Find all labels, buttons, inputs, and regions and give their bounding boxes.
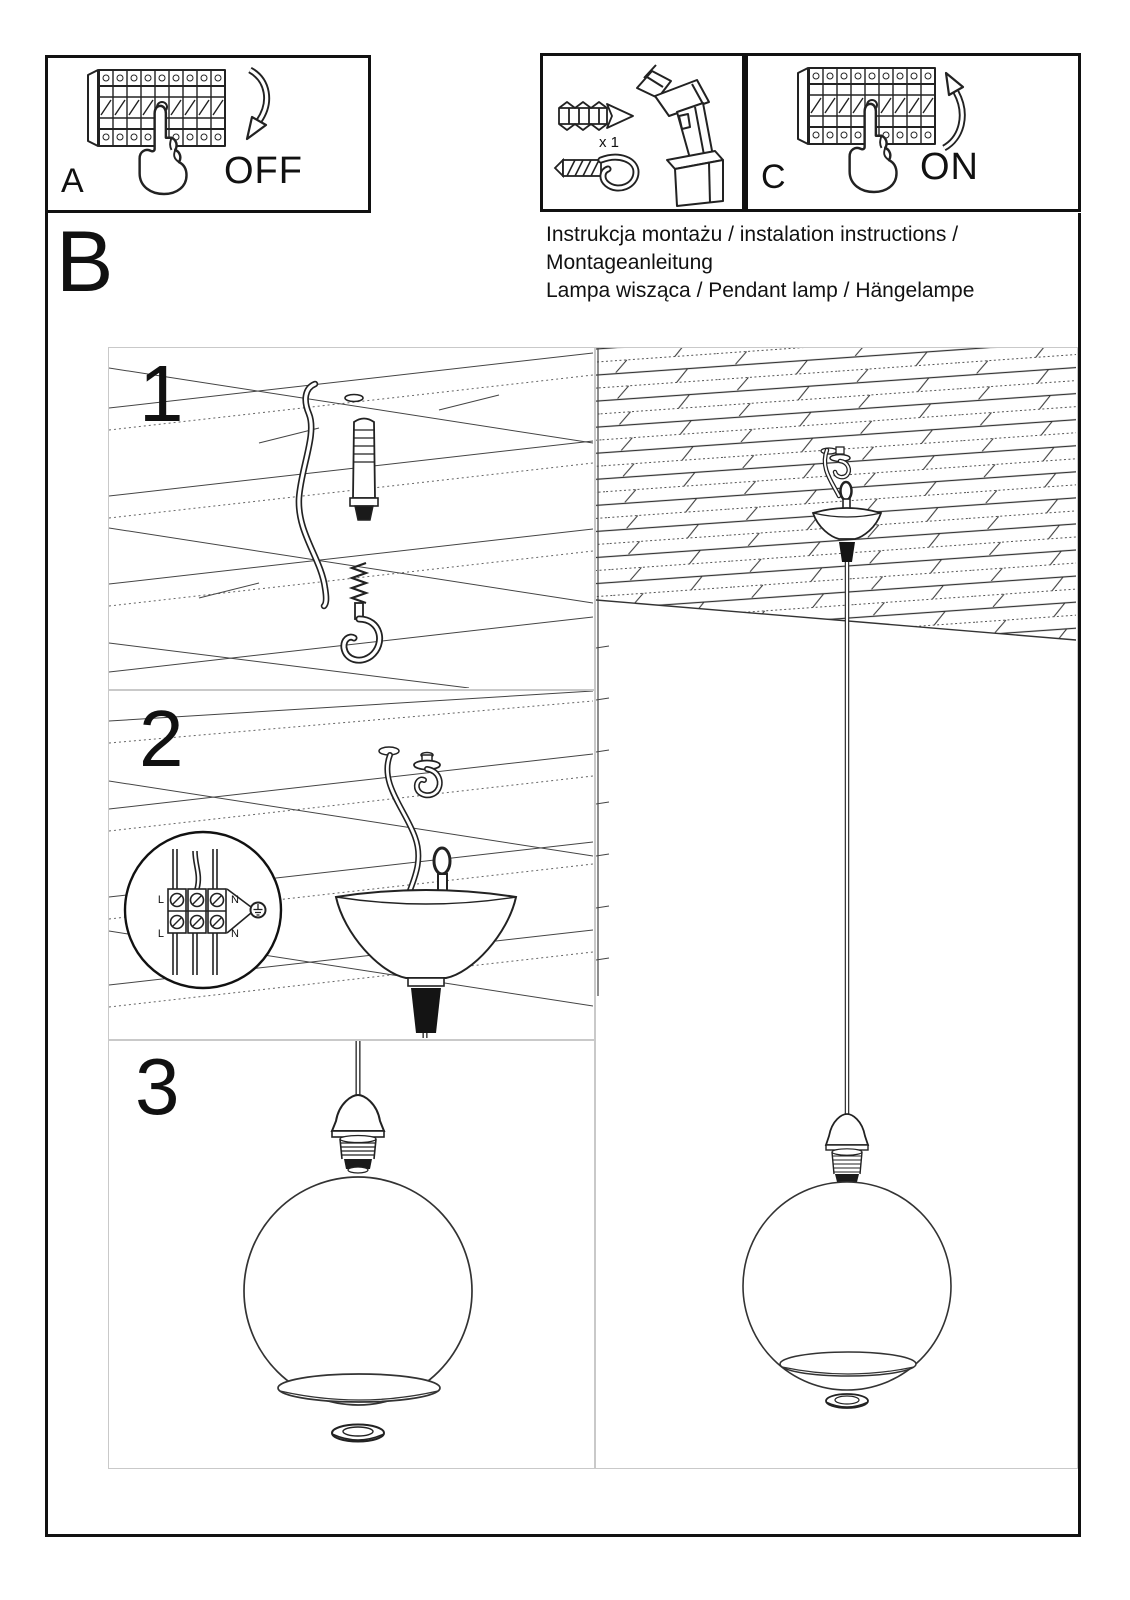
fixing-ring <box>332 1425 384 1442</box>
wiring-label-l-bottom: L <box>157 928 164 940</box>
tools-box <box>540 53 745 212</box>
wiring-label-n-bottom: N <box>231 928 239 940</box>
wall-plug-icon <box>559 102 633 130</box>
title-line-1: Instrukcja montażu / instalation instructions / Montageanleitung <box>546 223 959 274</box>
assembled-view-panel <box>595 347 1078 1469</box>
breaker-on-box <box>745 53 1081 212</box>
hook-screw-icon <box>555 157 636 188</box>
hook-screw-icon <box>344 563 380 660</box>
breaker-on-illustration <box>748 56 1078 209</box>
lamp-socket <box>826 1114 868 1182</box>
breaker-off-illustration <box>48 58 368 210</box>
step-3-illustration <box>109 1041 593 1467</box>
step-2-number: 2 <box>139 694 184 783</box>
breaker-off-box <box>45 55 371 213</box>
arrow-down-icon <box>247 70 267 139</box>
step-3-panel <box>108 1040 595 1469</box>
glass-sphere <box>244 1177 472 1405</box>
step-1-number: 1 <box>139 349 184 438</box>
anchor-count-label: x 1 <box>599 134 620 151</box>
hanging-loop <box>434 848 450 896</box>
lamp-socket <box>332 1095 384 1173</box>
power-cable <box>299 384 326 606</box>
arrow-up-icon <box>944 73 963 148</box>
box-a-label: A <box>61 162 84 200</box>
ceiling-hole <box>345 395 363 402</box>
wiring-label-n-top: N <box>231 894 239 906</box>
title-line-2: Lampa wisząca / Pendant lamp / Hängelampe <box>546 279 975 302</box>
sphere-opening <box>278 1374 440 1402</box>
canopy <box>336 890 516 986</box>
sphere-opening <box>780 1352 916 1376</box>
ceiling-bricks <box>596 348 1076 996</box>
ground-icon <box>251 903 266 918</box>
wall-plug-icon <box>350 419 378 521</box>
assembled-view-illustration <box>596 348 1076 1467</box>
step-2-panel <box>108 690 595 1040</box>
on-label: ON <box>920 146 979 188</box>
tools-illustration <box>543 56 742 209</box>
fixing-ring <box>826 1394 868 1408</box>
box-c-label: C <box>761 158 786 196</box>
step-1-panel <box>108 347 595 690</box>
cord-grip <box>411 988 441 1033</box>
section-b-label: B <box>56 214 114 310</box>
step-3-number: 3 <box>135 1042 180 1131</box>
off-label: OFF <box>224 150 303 192</box>
drill-icon <box>637 65 723 206</box>
wiring-label-l-top: L <box>157 894 164 906</box>
wiring-detail <box>125 832 281 988</box>
